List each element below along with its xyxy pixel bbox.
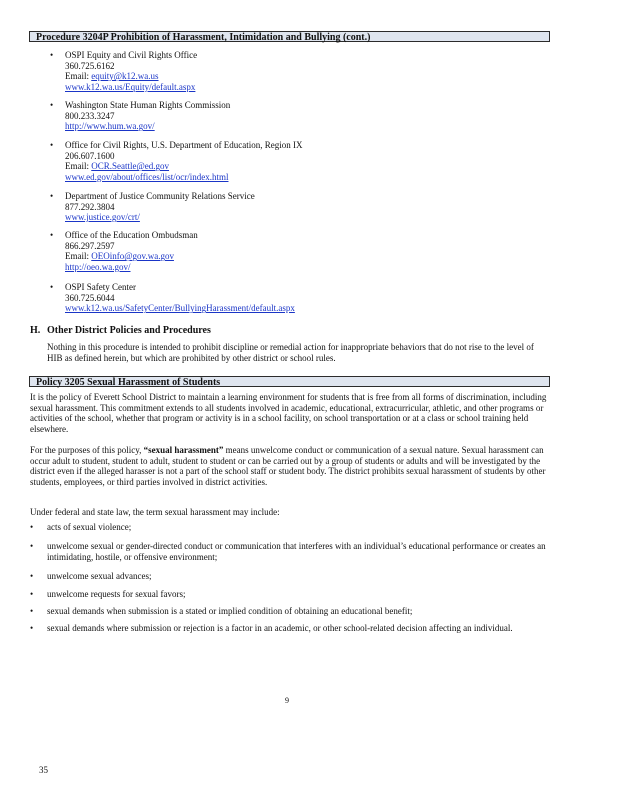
contact-email-prefix: Email: <box>65 71 92 82</box>
contact-email-link[interactable]: OCR.Seattle@ed.gov <box>91 161 170 172</box>
contact-email-link[interactable]: OEOinfo@gov.wa.gov <box>91 251 174 262</box>
bullet-dot: • <box>50 50 54 60</box>
contact-org-name <box>65 100 230 111</box>
contact-org-name <box>65 191 255 202</box>
policy-header-bar: Policy 3205 Sexual Harassment of Students <box>29 376 550 387</box>
contact-email-link[interactable]: equity@k12.wa.us <box>91 71 159 82</box>
contact-detail-line <box>65 82 197 93</box>
page-footer-number: 35 <box>39 765 48 775</box>
list-item-text: unwelcome requests for sexual favors; <box>47 589 186 599</box>
bullet-dot: • <box>50 100 54 110</box>
contact-org-name <box>65 140 303 151</box>
contact-detail-line <box>65 262 198 273</box>
list-item-text: unwelcome sexual or gender-directed conduct or communication that interferes with an individual’s educational performance or creates an intimidating, hostile, or offensive environment; <box>47 541 546 562</box>
contact-detail-line <box>65 111 230 122</box>
contact-lines <box>65 282 295 314</box>
section-h-text: Nothing in this procedure is intended to prohibit discipline or remedial action for inappropriate behaviors that do not rise to the level of HIB as defined herein, but which are prohibited by other district or school rules. <box>47 342 534 363</box>
contact-lines <box>65 230 198 272</box>
policy-paragraph-2-rest: means unwelcome conduct or communication of a sexual nature. Sexual harassment can occur adult to student, student to adult, student to student or can be carried out by a group of students or adults and will be investigated by the district even if the alleged harasser is not a part of the school staff or student body. The district prohibits sexual harassment of students by other students, employees, or third parties involved in district activities. <box>30 445 546 487</box>
contact-phone-text: 877.292.3804 <box>65 201 115 212</box>
policy-paragraph-2 <box>30 445 550 487</box>
procedure-header-bar: Procedure 3204P Prohibition of Harassment, Intimidation and Bullying (cont.) <box>29 31 550 42</box>
list-item-text: sexual demands when submission is a stated or implied condition of obtaining an educational benefit; <box>47 606 413 616</box>
contact-lines <box>65 140 303 182</box>
contact-detail-line <box>65 212 255 223</box>
contact-org-text: Department of Justice Community Relations Service <box>65 191 255 201</box>
list-item-text: sexual demands where submission or rejection is a factor in an academic, or other school-related decision affecting an individual. <box>47 623 513 633</box>
contact-detail-line <box>65 161 303 172</box>
section-h-heading <box>30 325 211 336</box>
contact-phone-text: 800.233.3247 <box>65 110 115 121</box>
contact-web-link[interactable]: www.k12.wa.us/SafetyCenter/BullyingHarassment/default.aspx <box>65 303 295 314</box>
contact-detail-line <box>65 71 197 82</box>
list-item-text: unwelcome sexual advances; <box>47 571 152 581</box>
bullet-dot: • <box>50 282 54 292</box>
contact-web-link[interactable]: www.k12.wa.us/Equity/default.aspx <box>65 81 196 92</box>
policy-paragraph-2-start: For the purposes of this policy, <box>30 445 144 455</box>
contact-detail-line <box>65 241 198 252</box>
contact-detail-line <box>65 202 255 213</box>
policy-paragraph-1: It is the policy of Everett School District to maintain a learning environment for students that is free from all forms of discrimination, including sexual harassment. This commitment extends to all students involved in academic, educational, extracurricular, athletic, and other programs or activities of the school, whether that program or activity is in a school facility, on school transportation or at a class or school training held elsewhere. <box>30 392 547 434</box>
contact-email-prefix: Email: <box>65 161 92 172</box>
list-item-text: acts of sexual violence; <box>47 522 132 532</box>
page-center-number: 9 <box>285 696 289 705</box>
contact-lines <box>65 191 255 223</box>
contact-web-link[interactable]: www.ed.gov/about/offices/list/ocr/index.html <box>65 171 229 182</box>
contact-org-text: Office for Civil Rights, U.S. Department of Education, Region IX <box>65 140 303 150</box>
bullet-dot: • <box>30 623 34 633</box>
bullet-dot: • <box>30 571 34 581</box>
contact-lines <box>65 50 197 92</box>
contact-detail-line <box>65 121 230 132</box>
contact-detail-line <box>65 251 198 262</box>
contact-detail-line <box>65 61 197 72</box>
bullet-dot: • <box>30 606 34 616</box>
contact-org-name <box>65 50 197 61</box>
contact-lines <box>65 100 230 132</box>
contact-web-link[interactable]: http://www.hum.wa.gov/ <box>65 121 155 132</box>
contact-phone-text: 206.607.1600 <box>65 150 115 161</box>
contact-org-name <box>65 282 295 293</box>
section-h-title: Other District Policies and Procedures <box>47 325 211 336</box>
bullet-dot: • <box>50 140 54 150</box>
contact-detail-line <box>65 172 303 183</box>
contact-phone-text: 360.725.6044 <box>65 292 115 303</box>
contact-email-prefix: Email: <box>65 251 92 262</box>
sexual-harassment-term: “sexual harassment” <box>143 445 224 455</box>
contact-org-text: OSPI Equity and Civil Rights Office <box>65 50 198 60</box>
bullet-dot: • <box>30 589 34 599</box>
contact-org-text: Office of the Education Ombudsman <box>65 230 198 240</box>
contact-detail-line <box>65 293 295 304</box>
policy-paragraph-3: Under federal and state law, the term sexual harassment may include: <box>30 507 280 517</box>
contact-detail-line <box>65 151 303 162</box>
contact-org-name <box>65 230 198 241</box>
contact-phone-text: 360.725.6162 <box>65 60 115 71</box>
bullet-dot: • <box>50 230 54 240</box>
bullet-dot: • <box>30 541 34 551</box>
contact-org-text: OSPI Safety Center <box>65 282 136 292</box>
bullet-dot: • <box>30 522 34 532</box>
contact-detail-line <box>65 303 295 314</box>
contact-web-link[interactable]: www.justice.gov/crt/ <box>65 212 140 223</box>
contact-web-link[interactable]: http://oeo.wa.gov/ <box>65 261 131 272</box>
contact-org-text: Washington State Human Rights Commission <box>65 100 231 110</box>
section-h-letter: H. <box>30 325 41 336</box>
bullet-dot: • <box>50 191 54 201</box>
contact-phone-text: 866.297.2597 <box>65 240 115 251</box>
